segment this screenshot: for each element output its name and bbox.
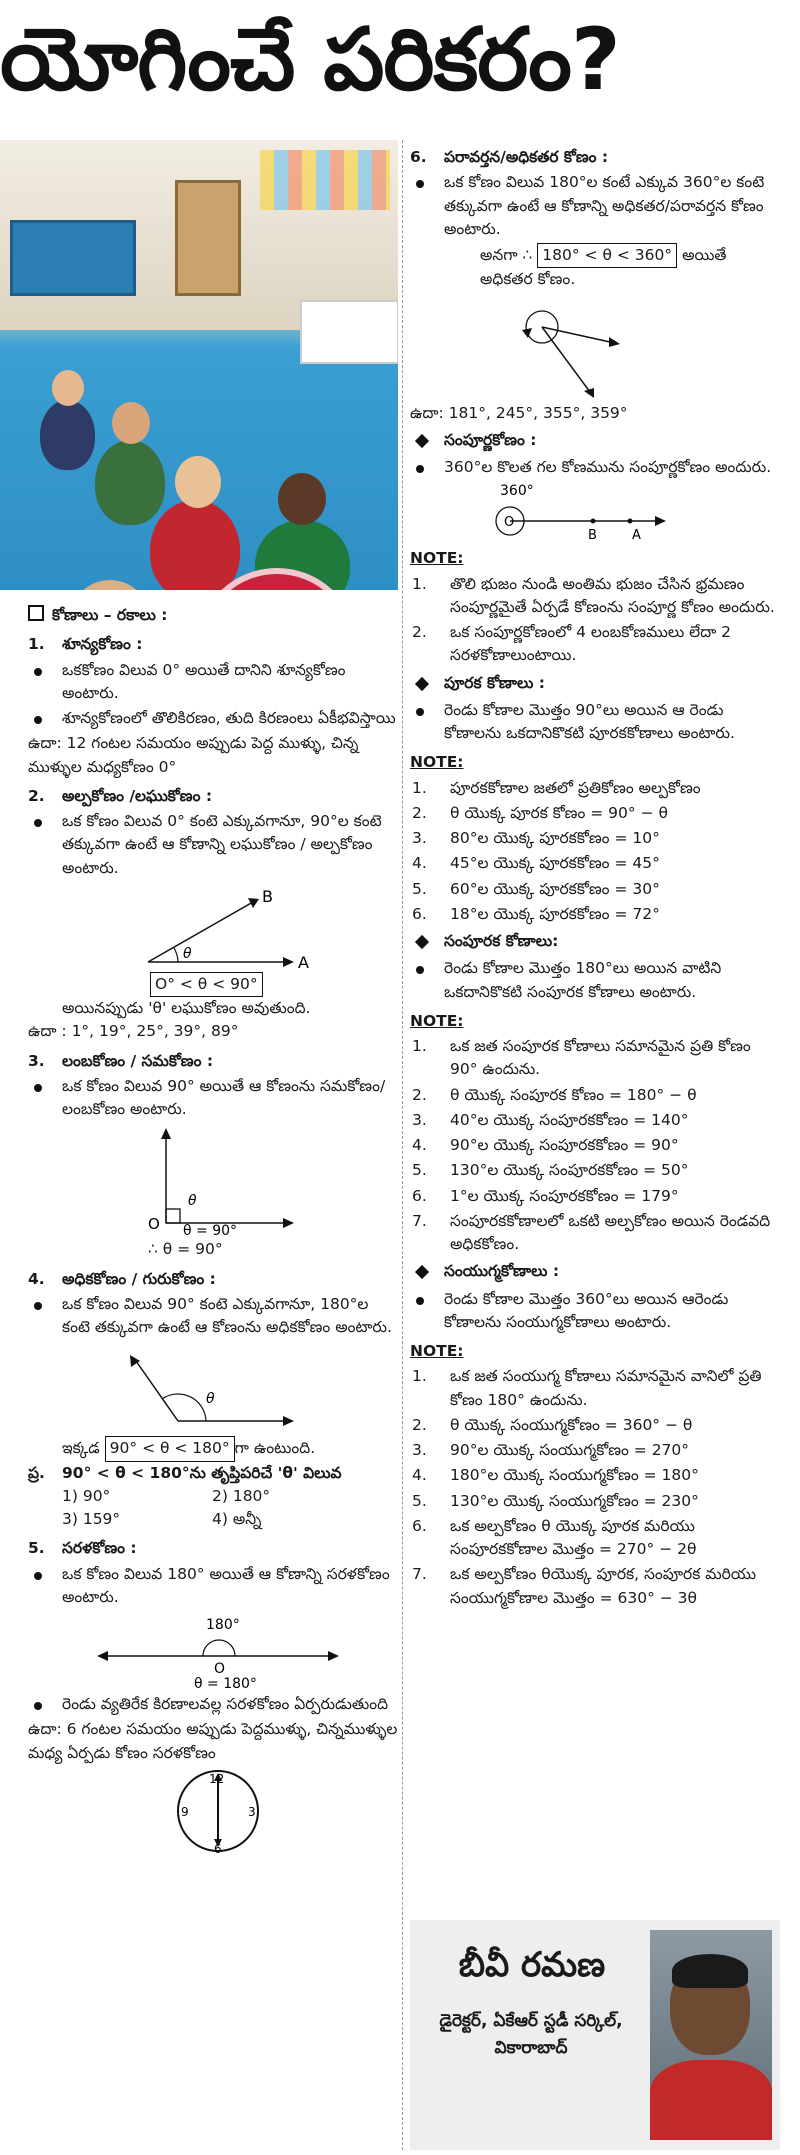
author-role-line: వికారాబాద్ [494,2038,568,2059]
wall-posters [260,150,390,210]
s4-options-row2 [28,1508,400,1531]
full-title: సంపూర్ణకోణం : [410,429,780,452]
note3-i7: 7. సంపూరకకోణాలలో ఒకటి అల్పకోణం అయిన రెండవది అధికకోణం. [412,1211,771,1253]
author-photo [650,1930,772,2140]
kid [40,400,95,470]
deg-label: 180° [206,1617,240,1633]
s1-title: 1. శూన్యకోణం : [28,635,143,654]
s5-title: 5. సరళకోణం : [28,1539,137,1558]
s5-b2: రెండు వ్యతిరేక కిరణాలవల్ల సరళకోణం ఏర్పరుడుతుంది [28,1693,400,1716]
theta-label: θ [188,1193,197,1210]
straight-angle-diagram [28,1611,398,1691]
s4-b1: ఒక కోణం విలువ 90° కంటె ఎక్కువగానూ, 180°ల కంటె తక్కువగా ఉంటే ఆ కోణంను అధికకోణం అంటారు. [28,1293,400,1340]
acute-angle-diagram [28,882,398,972]
s1-b2: శూన్యకోణంలో తొలికిరణం, తుది కిరణంలు ఏకీభవిస్తాయి [28,707,400,730]
note2-i3: 3. 80°ల యొక్క పూరకకోణం = 10° [412,829,660,847]
clock-9: 9 [181,1804,189,1819]
note1-title: NOTE: [410,549,464,568]
s4-options-row1 [28,1485,400,1508]
note4-i2: 2. θ యొక్క సంయుగ్మకోణం = 360° − θ [412,1415,693,1434]
label-o: O [214,1661,226,1677]
clock-3: 3 [248,1804,256,1819]
author-role-line: డైరెక్టర్, ఏకేఆర్ స్టడీ సర్కిల్, [439,2011,623,2031]
conj-title: సంయుగ్మకోణాలు : [410,1260,780,1283]
note4-i3: 3. 90°ల యొక్క సంయుగ్మకోణం = 270° [412,1441,690,1459]
supp-b1: రెండు కోణాల మొత్తం 180°లు అయిన వాటిని ఒకదానికొకటి సంపూరక కోణాలు అంటారు. [410,957,780,1004]
cabinet [175,180,241,296]
obtuse-angle-diagram [28,1341,398,1436]
option-4: 4) అన్నీ [212,1510,262,1528]
s2-example: ఉదా : 1°, 19°, 25°, 39°, 89° [28,1022,239,1041]
shelf [10,220,136,296]
kid-head [70,580,150,590]
theta-label: θ [206,1391,215,1408]
clock-diagram [28,1765,398,1857]
author-role [416,2008,646,2062]
s6-example: ఉదా: 181°, 245°, 355°, 359° [410,403,628,422]
column-divider [402,140,404,2150]
s2-after: అయినప్పుడు 'θ' లఘుకోణం అవుతుంది. [62,999,311,1017]
whiteboard [300,300,398,364]
note3-i2: 2. θ యొక్క సంపూరక కోణం = 180° − θ [412,1085,697,1104]
s4-title: 4. అధికకోణం / గురుకోణం : [28,1269,216,1288]
full-angle-diagram [410,481,780,541]
reflex-angle-diagram [410,292,780,402]
s1-example: ఉదా: 12 గంటల సమయం అప్పుడు పెద్ద ముళ్ళు, చిన్న ముళ్ళుల మధ్యకోణం 0° [28,734,359,776]
classroom-photo [0,140,398,590]
note4-i1: 1. ఒక జత సంయుగ్మ కోణాలు సమానమైన వానిలో ప్రతి కోణం 180° ఉందును. [412,1367,762,1409]
note3-i4: 4. 90°ల యొక్క సంపూరకకోణం = 90° [412,1136,679,1154]
s6-title: 6. పరావర్తన/అధికతర కోణం : [410,148,609,166]
theta-eq-label: θ = 180° [194,1676,257,1691]
note1-i2: 2. ఒక సంపూర్ణకోణంలో 4 లంబకోణములు లేదా 2 సరళకోణాలుంటాయి. [412,623,732,665]
s2-formula: O° < θ < 90° [150,972,263,997]
headline: యోగించే పరికరం? [0,10,620,110]
kid-head [175,456,221,508]
note4-i7: 7. ఒక అల్పకోణం θయొక్క పూరక, సంపూరక మరియు సంయుగ్మకోణాల మొత్తం = 630° − 3θ [412,1565,757,1607]
label-b: B [262,886,273,906]
note4-i5: 5. 130°ల యొక్క సంయుగ్మకోణం = 230° [412,1491,699,1510]
s4-formula: 90° < θ < 180° [105,1436,235,1461]
kid-head [52,370,84,406]
note2-title: NOTE: [410,753,464,772]
clock-6: 6 [214,1841,222,1856]
s3-title: 3. లంబకోణం / సమకోణం : [28,1051,214,1070]
theta-eq-label: θ = 90° [183,1223,238,1239]
right-angle-diagram [28,1123,398,1238]
s6-ie: అనగా ∴ 180° < θ < 360° అయితే అధికతర కోణం. [410,243,780,292]
note2-i5: 5. 60°ల యొక్క పూరకకోణం = 30° [412,879,660,898]
conj-b1: రెండు కోణాల మొత్తం 360°లు అయిన ఆరెండు కోణాలను సంయుగ్మకోణాలు అంటారు. [410,1288,780,1335]
kid [150,500,240,590]
s4-question: ప్ర. 90° < θ < 180°ను తృప్తిపరిచే 'θ' విలువ [28,1463,342,1482]
note3-i3: 3. 40°ల యొక్క సంపూరకకోణం = 140° [412,1110,689,1129]
note3-i1: 1. ఒక జత సంపూరక కోణాలు సమానమైన ప్రతి కోణం 90° ఉందును. [412,1037,751,1079]
author-box [410,1920,780,2150]
note2-i6: 6. 18°ల యొక్క పూరకకోణం = 72° [412,904,660,923]
kid [95,440,165,525]
label-o: O [504,515,515,531]
label-b: B [588,528,597,542]
s6-b1: ఒక కోణం విలువ 180°ల కంటే ఎక్కువ 360°ల కంటె తక్కువగా ఉంటే ఆ కోణాన్ని అధికతర/పరావర్తన కోణం అంటారు. [410,171,780,241]
note2-i4: 4. 45°ల యొక్క పూరకకోణం = 45° [412,854,660,873]
s2-title: 2. అల్పకోణం /లఘుకోణం : [28,786,213,805]
label-a: A [632,528,641,542]
full-b1: 360°ల కొలత గల కోణమును సంపూర్ణకోణం అందురు. [410,456,780,479]
s4-here: ఇక్కడ 90° < θ < 180° గా ఉంటుంది. [28,1436,400,1461]
note3-i6: 6. 1°ల యొక్క సంపూరకకోణం = 179° [412,1186,679,1205]
kid-head [112,402,150,444]
s2-formula-wrap [28,972,400,997]
note4-title: NOTE: [410,1342,464,1360]
label-a: A [298,952,309,972]
section-title: కోణాలు – రకాలు : [28,604,400,627]
note3-i5: 5. 130°ల యొక్క సంపూరకకోణం = 50° [412,1161,689,1180]
note2-i1: 1. పూరకకోణాల జతలో ప్రతికోణం అల్పకోణం [412,778,701,797]
note4-i6: 6. ఒక అల్పకోణం θ యొక్క పూరక మరియు సంపూరకకోణాల మొత్తం = 270° − 2θ [412,1516,697,1558]
kid-head [278,473,326,525]
supp-title: సంపూరక కోణాలు: [410,930,780,953]
s5-example: ఉదా: 6 గంటల సమయం అప్పుడు పెద్దముళ్ళు, చిన్నముళ్ళుల మధ్య ఏర్పడు కోణం సరళకోణం [28,1720,398,1762]
s1-b1: ఒకకోణం విలువ 0° అయితే దానిని శూన్యకోణం అంటారు. [28,659,400,706]
option-3: 3) 159° [62,1510,121,1528]
s3-result: ∴ θ = 90° [148,1240,223,1259]
theta-label: θ [183,945,192,962]
square-bullet-icon [28,605,44,621]
comp-title: పూరక కోణాలు : [410,672,780,695]
s5-b1: ఒక కోణం విలువ 180° అయితే ఆ కోణాన్ని సరళకోణం అంటారు. [28,1563,400,1610]
s6-formula: 180° < θ < 360° [537,243,677,268]
comp-b1: రెండు కోణాల మొత్తం 90°లు అయిన ఆ రెండు కోణాలను ఒకదానికొకటి పూరకకోణాలు అంటారు. [410,699,780,746]
author-name: బీవీ రమణ [458,1945,606,1985]
option-2: 2) 180° [212,1486,271,1505]
left-column [28,598,400,1857]
right-column [410,140,780,1612]
note1-i1: 1. తొలి భుజం నుండి అంతిమ భుజం చేసిన భ్రమణం సంపూర్ణమైతే ఏర్పడే కోణంను సంపూర్ణ కోణం అందురు. [412,574,775,616]
clock-12: 12 [209,1771,225,1786]
label-o: O [148,1215,160,1234]
option-1: 1) 90° [62,1486,111,1505]
s2-b1: ఒక కోణం విలువ 0° కంటె ఎక్కువగానూ, 90°ల కంటె తక్కువగా ఉంటే ఆ కోణాన్ని లఘుకోణం / అల్పకోణం అంటారు. [28,810,400,880]
note2-i2: 2. θ యొక్క పూరక కోణం = 90° − θ [412,803,668,822]
note3-title: NOTE: [410,1011,464,1030]
note4-i4: 4. 180°ల యొక్క సంయుగ్మకోణం = 180° [412,1466,699,1485]
s3-b1: ఒక కోణం విలువ 90° అయితే ఆ కోణంను సమకోణం/లంబకోణం అంటారు. [28,1075,400,1122]
deg-label: 360° [500,483,534,500]
